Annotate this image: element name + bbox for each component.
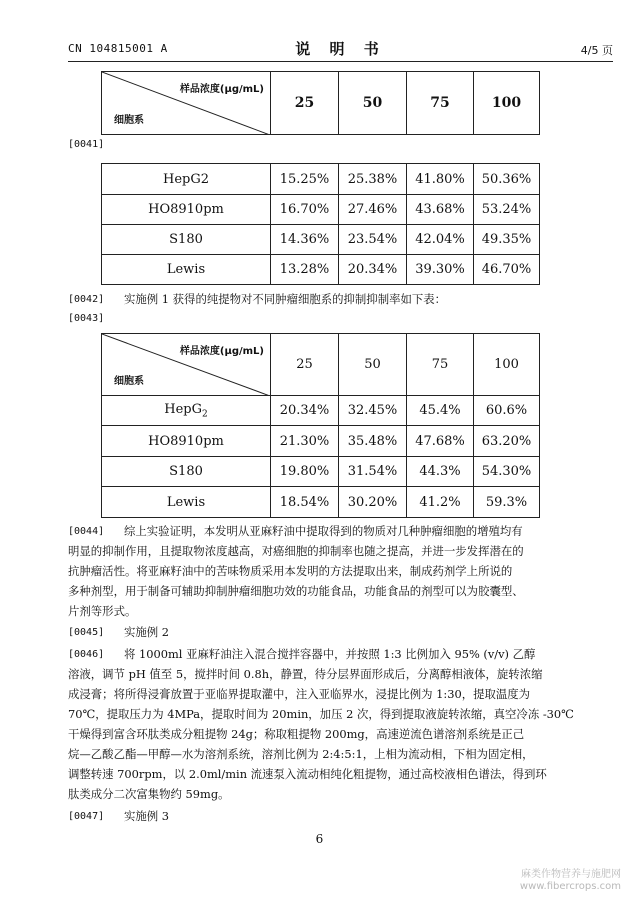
purified-extract-inhibition-table — [101, 333, 540, 518]
inhibition-rate-table — [101, 163, 540, 285]
inhibition-value: 54.30% — [474, 457, 540, 487]
watermark-title: 麻类作物营养与施肥网 — [521, 869, 621, 880]
inhibition-value: 50.36% — [474, 164, 540, 195]
cell-line-axis-label: 细胞系 — [114, 115, 144, 126]
document-title: 说 明 书 — [295, 40, 386, 58]
cell-line-name — [102, 396, 271, 426]
inhibition-value: 20.34% — [271, 396, 339, 426]
section-heading: 实施例 2 — [124, 625, 170, 639]
page-indicator: 4/5 页 — [580, 44, 613, 57]
paragraph-label: [0046] — [68, 649, 105, 660]
inhibition-value: 19.80% — [271, 457, 339, 487]
diagonal-header-cell — [102, 334, 271, 396]
cell-line-name: Lewis — [102, 487, 271, 518]
inhibition-value: 41.2% — [407, 487, 474, 518]
paragraph-label: [0042] — [68, 294, 105, 305]
concentration-header-table — [101, 71, 540, 135]
cell-line-name: Lewis — [102, 255, 271, 285]
site-watermark — [520, 869, 621, 893]
concentration-header: 100 — [474, 334, 540, 396]
paragraph-label: [0047] — [68, 811, 105, 822]
inhibition-value: 30.20% — [339, 487, 407, 518]
paragraph-line: 片剂等形式。 — [68, 604, 137, 618]
inhibition-value: 31.54% — [339, 457, 407, 487]
paragraph-line: 抗肿瘤活性。将亚麻籽油中的苦味物质采用本发明的方法提取出来，制成药剂学上所说的 — [68, 564, 513, 578]
inhibition-value: 27.46% — [339, 195, 407, 225]
inhibition-value: 41.80% — [407, 164, 474, 195]
diagonal-header-cell — [102, 72, 271, 135]
inhibition-value: 18.54% — [271, 487, 339, 518]
cell-line-name: HepG2 — [102, 164, 271, 195]
header-divider — [68, 61, 613, 62]
inhibition-value: 45.4% — [407, 396, 474, 426]
table-row — [102, 487, 540, 518]
inhibition-value: 14.36% — [271, 225, 339, 255]
table-row — [102, 396, 540, 426]
cell-line-name-main: HepG — [164, 401, 202, 417]
concentration-header: 25 — [271, 334, 339, 396]
inhibition-value: 63.20% — [474, 426, 540, 457]
paragraph-line: 成浸膏；将所得浸膏放置于亚临界提取灌中，注入亚临界水，浸提比例为 1:30，提取温度为 — [68, 687, 531, 701]
inhibition-value: 20.34% — [339, 255, 407, 285]
paragraph-line: 70℃，提取压力为 4MPa，提取时间为 20min，加压 2 次，得到提取液旋转浓缩，真空冷冻 -30℃ — [68, 707, 574, 721]
cell-line-name-subscript: 2 — [202, 409, 208, 420]
inhibition-value: 46.70% — [474, 255, 540, 285]
paragraph-label: [0045] — [68, 627, 105, 638]
cell-line-name: S180 — [102, 225, 271, 255]
inhibition-value: 25.38% — [339, 164, 407, 195]
paragraph-line: 烷—乙酸乙酯—甲醇—水为溶剂系统，溶剂比例为 2:4:5:1，上相为流动相，下相为固定相， — [68, 747, 534, 761]
inhibition-value: 35.48% — [339, 426, 407, 457]
concentration-axis-label: 样品浓度(μg/mL) — [179, 346, 264, 357]
inhibition-value: 43.68% — [407, 195, 474, 225]
inhibition-value: 16.70% — [271, 195, 339, 225]
cell-line-axis-label: 细胞系 — [114, 376, 144, 387]
concentration-header: 50 — [339, 334, 407, 396]
cell-line-name: HO8910pm — [102, 426, 271, 457]
inhibition-value: 47.68% — [407, 426, 474, 457]
inhibition-value: 39.30% — [407, 255, 474, 285]
patent-number: CN 104815001 A — [68, 42, 168, 55]
paragraph-line: 调整转速 700rpm，以 2.0ml/min 流速泵入流动相纯化粗提物，通过高校液相色谱法，得到环 — [68, 767, 547, 781]
paragraph-line: 肽类成分二次富集物约 59mg。 — [68, 787, 230, 801]
inhibition-value: 49.35% — [474, 225, 540, 255]
cell-line-name: S180 — [102, 457, 271, 487]
inhibition-value: 21.30% — [271, 426, 339, 457]
inhibition-value: 13.28% — [271, 255, 339, 285]
section-heading: 实施例 3 — [124, 809, 170, 823]
paragraph-line: 综上实验证明，本发明从亚麻籽油中提取得到的物质对几种肿瘤细胞的增殖均有 — [124, 524, 523, 538]
page-header — [68, 38, 613, 60]
inhibition-value: 44.3% — [407, 457, 474, 487]
concentration-header: 50 — [339, 72, 407, 135]
table-row — [102, 426, 540, 457]
page-number: 6 — [315, 832, 324, 846]
paragraph-label: [0043] — [68, 313, 105, 324]
paragraph-label: [0044] — [68, 526, 105, 537]
concentration-header: 75 — [407, 334, 474, 396]
paragraph-text: 实施例 1 获得的纯提物对不同肿瘤细胞系的抑制抑制率如下表： — [124, 292, 447, 306]
inhibition-value: 60.6% — [474, 396, 540, 426]
table-header-row — [102, 334, 540, 396]
inhibition-value: 32.45% — [339, 396, 407, 426]
table-row — [102, 255, 540, 285]
concentration-axis-label: 样品浓度(μg/mL) — [179, 84, 264, 95]
concentration-header: 25 — [271, 72, 339, 135]
paragraph-line: 干燥得到富含环肽类成分粗提物 24g；称取粗提物 200mg，高速逆流色谱溶剂系统是正己 — [68, 727, 525, 741]
paragraph-line: 明显的抑制作用，且提取物浓度越高，对癌细胞的抑制率也随之提高，并进一步发挥潜在的 — [68, 544, 524, 558]
inhibition-value: 23.54% — [339, 225, 407, 255]
table-row — [102, 225, 540, 255]
table-row — [102, 195, 540, 225]
table-row — [102, 164, 540, 195]
cell-line-name: HO8910pm — [102, 195, 271, 225]
inhibition-value: 53.24% — [474, 195, 540, 225]
paragraph-line: 溶液，调节 pH 值至 5，搅拌时间 0.8h，静置，待分层界面形成后，分离醇相液体，旋转浓缩 — [68, 667, 543, 681]
inhibition-value: 15.25% — [271, 164, 339, 195]
paragraph-label: [0041] — [68, 139, 105, 150]
table-row — [102, 457, 540, 487]
concentration-header: 75 — [407, 72, 474, 135]
watermark-url: www.fibercrops.com — [519, 881, 621, 892]
concentration-header: 100 — [474, 72, 540, 135]
inhibition-value: 59.3% — [474, 487, 540, 518]
inhibition-value: 42.04% — [407, 225, 474, 255]
paragraph-line: 多种剂型，用于制备可辅助抑制肿瘤细胞功效的功能食品，功能食品的剂型可以为胶囊型、 — [68, 584, 524, 598]
paragraph-line: 将 1000ml 亚麻籽油注入混合搅拌容器中，并按照 1:3 比例加入 95% (v/v) 乙醇 — [124, 647, 536, 661]
